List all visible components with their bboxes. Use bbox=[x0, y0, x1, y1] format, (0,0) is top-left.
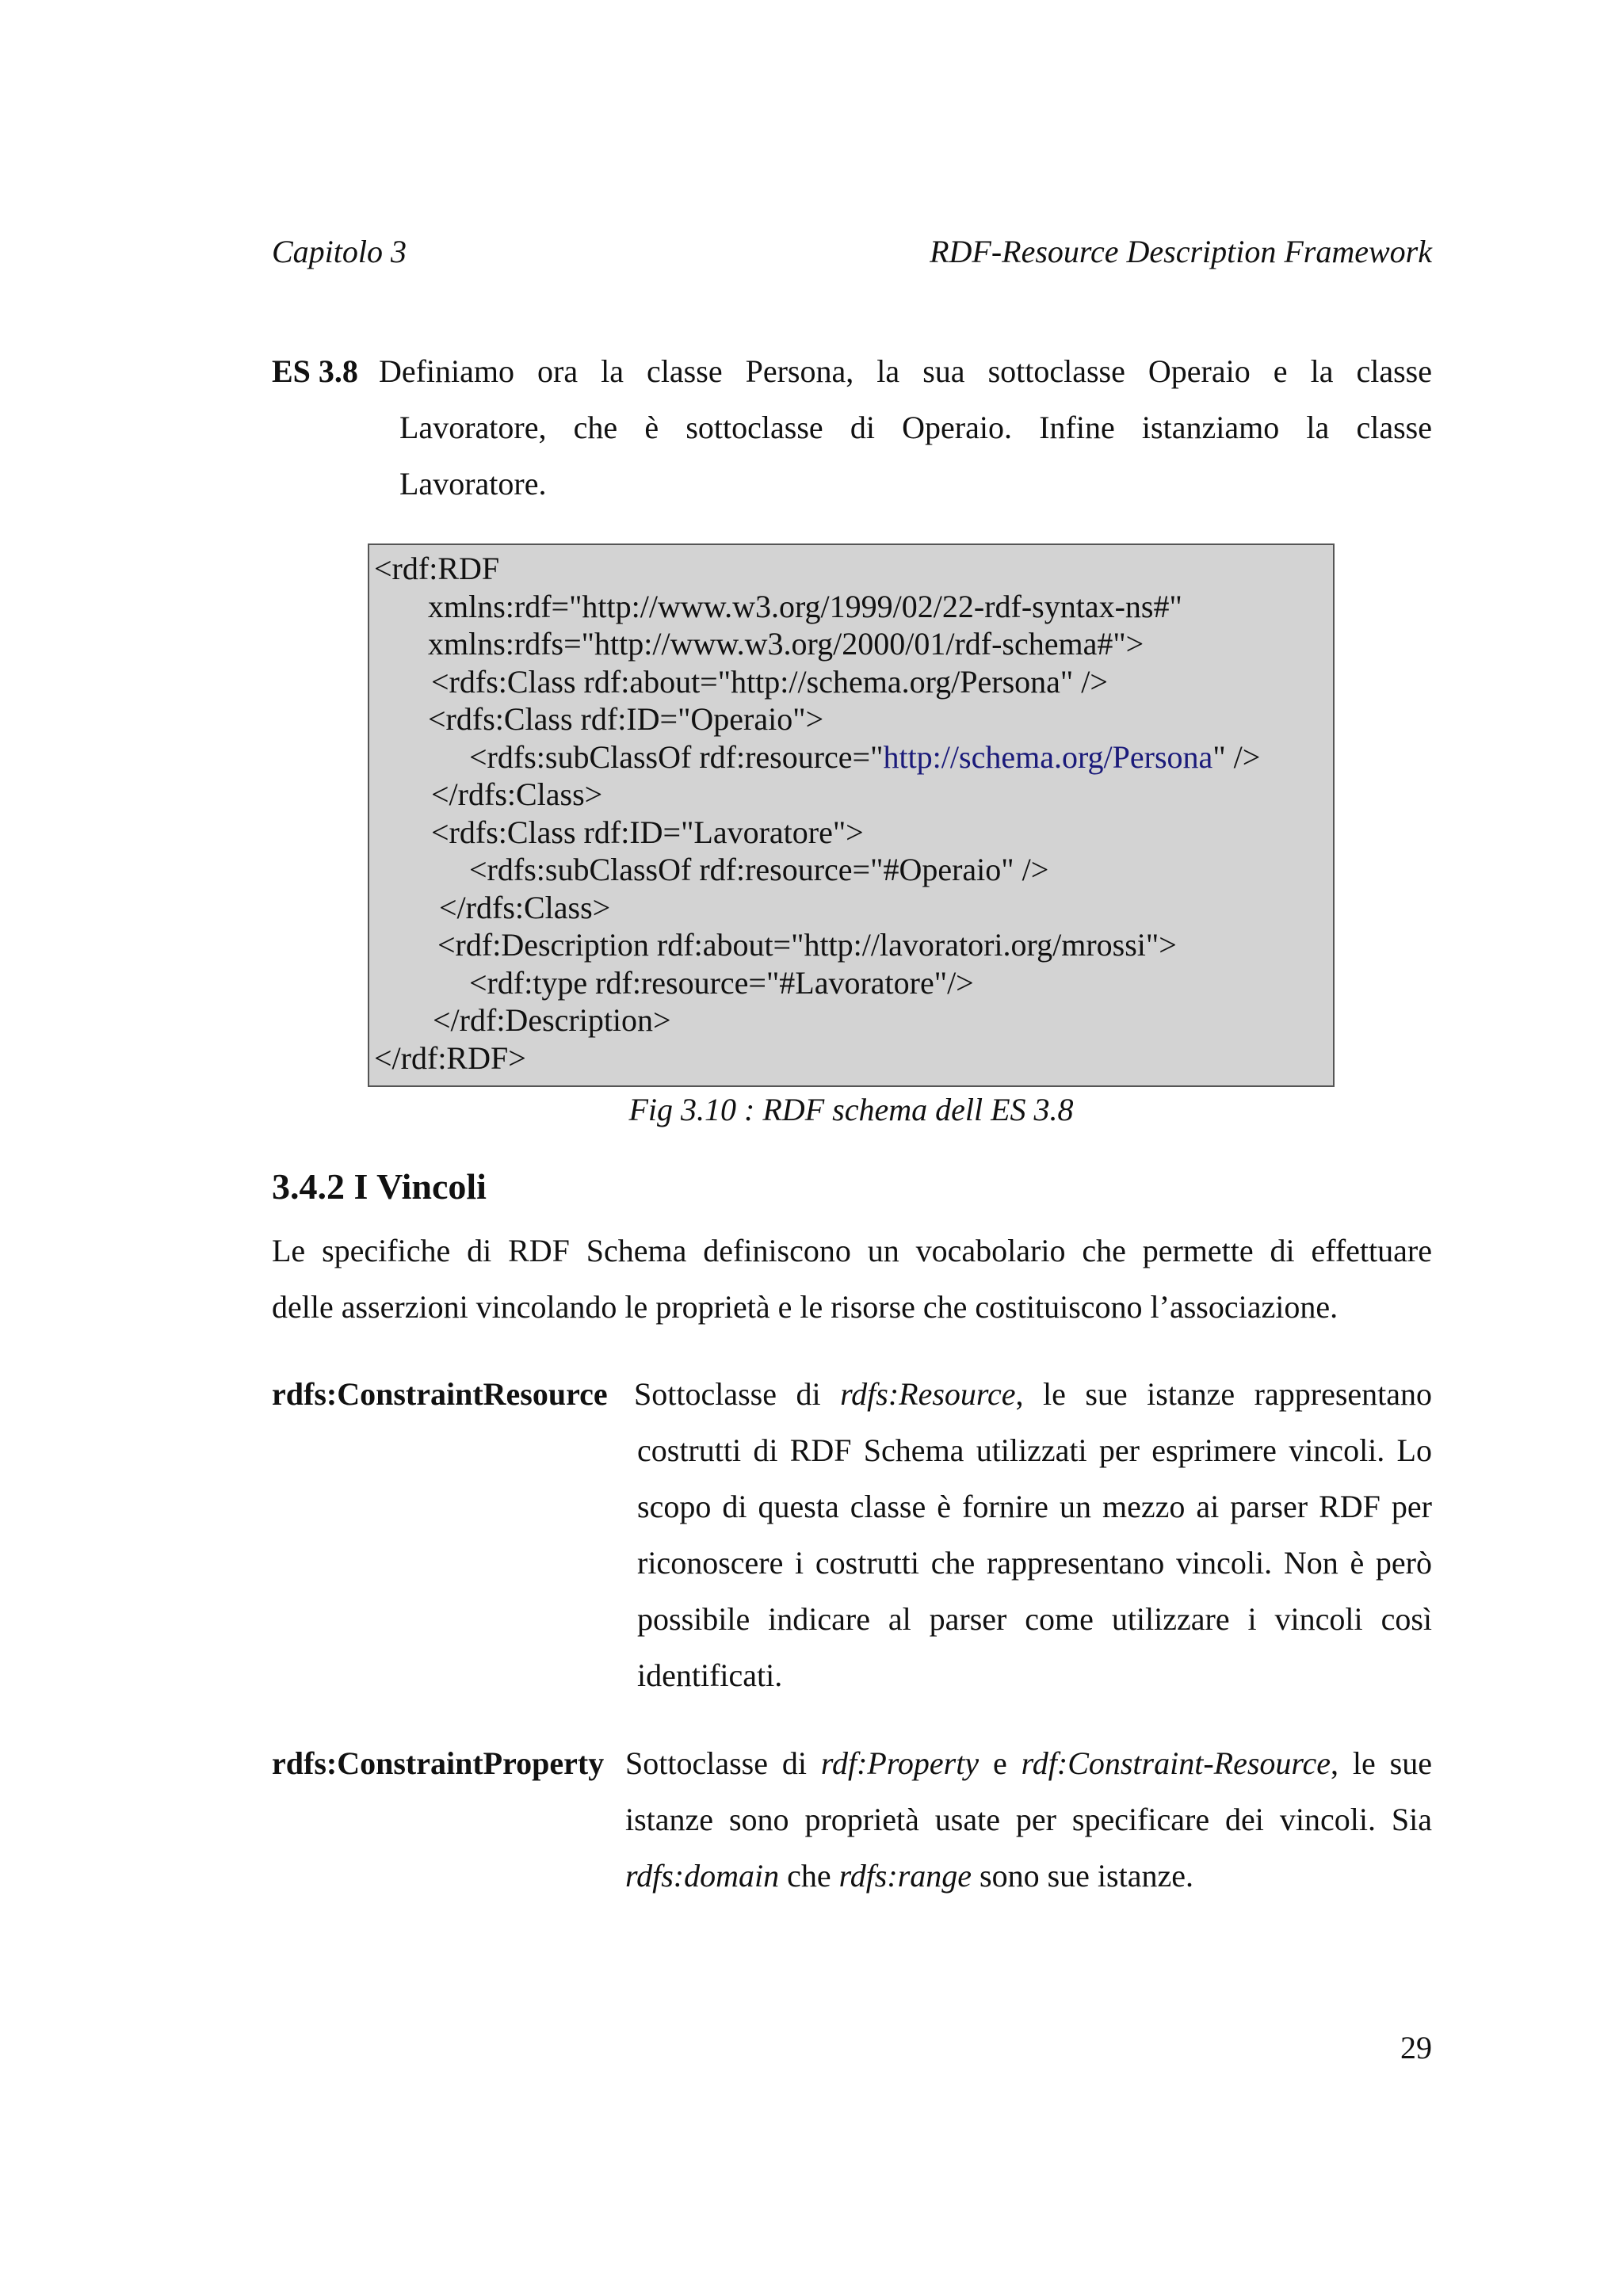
code-line: <rdfs:Class rdf:ID="Lavoratore"> bbox=[431, 814, 864, 850]
definition-body bbox=[634, 1366, 1433, 1703]
paragraph-line: Le specifiche di RDF Schema definiscono un vocabolario che permette di effettuare bbox=[272, 1233, 1432, 1268]
example-text-line: Lavoratore, che è sottoclasse di Operaio. Infine istanziamo la classe bbox=[399, 410, 1432, 445]
definition-line: possibile indicare al parser come utilizzare i vincoli così bbox=[637, 1601, 1432, 1637]
section-heading: 3.4.2 I Vincoli bbox=[272, 1166, 487, 1207]
definition-term: rdfs:ConstraintResource bbox=[272, 1376, 608, 1412]
definition-fragment: Sottoclasse di bbox=[634, 1376, 841, 1412]
definition-line: costrutti di RDF Schema utilizzati per esprimere vincoli. Lo bbox=[637, 1432, 1432, 1468]
example-label: ES 3.8 bbox=[272, 353, 358, 389]
definition-fragment: sono sue istanze. bbox=[972, 1858, 1193, 1894]
definition-term-ref: rdfs:Resource bbox=[840, 1376, 1016, 1412]
code-line: </rdf:Description> bbox=[433, 1002, 671, 1038]
definition-term-ref: rdf:Constraint-Resource bbox=[1021, 1745, 1331, 1781]
definition-line bbox=[625, 1735, 1432, 1791]
page-number: 29 bbox=[1400, 2030, 1432, 2065]
code-link[interactable]: http://schema.org/Persona bbox=[883, 738, 1213, 775]
code-line: <rdfs:Class rdf:about="http://schema.org/Persona" /> bbox=[431, 663, 1108, 700]
code-line: xmlns:rdf="http://www.w3.org/1999/02/22-rdf-syntax-ns#" bbox=[428, 588, 1182, 624]
definition-fragment: , le sue istanze rappresentano bbox=[1015, 1376, 1433, 1412]
code-fragment: " /> bbox=[1212, 738, 1261, 775]
definition-fragment: che bbox=[779, 1858, 839, 1894]
definition-fragment: e bbox=[979, 1745, 1022, 1781]
running-header-chapter: Capitolo 3 bbox=[272, 234, 407, 269]
paragraph-line: delle asserzioni vincolando le proprietà e le risorse che costituiscono l’associazione. bbox=[272, 1289, 1338, 1325]
definition-fragment: , le sue bbox=[1331, 1745, 1432, 1781]
code-listing bbox=[368, 543, 1335, 1087]
definition-line: riconoscere i costrutti che rappresentano vincoli. Non è però bbox=[637, 1545, 1432, 1581]
code-line: xmlns:rdfs="http://www.w3.org/2000/01/rdf-schema#"> bbox=[428, 626, 1144, 662]
definition-line: identificati. bbox=[637, 1657, 783, 1693]
example-text-line: Lavoratore. bbox=[399, 466, 547, 502]
example-text-line: Definiamo ora la classe Persona, la sua sottoclasse Operaio e la classe bbox=[378, 353, 1432, 389]
code-line: </rdfs:Class> bbox=[439, 889, 611, 925]
definition-term: rdfs:ConstraintProperty bbox=[272, 1745, 605, 1781]
definition-fragment: Sottoclasse di bbox=[625, 1745, 821, 1781]
definition-line: scopo di questa classe è fornire un mezzo ai parser RDF per bbox=[637, 1489, 1432, 1524]
code-line: </rdfs:Class> bbox=[431, 776, 603, 812]
figure-caption: Fig 3.10 : RDF schema dell ES 3.8 bbox=[628, 1092, 1074, 1127]
definition-term-ref: rdf:Property bbox=[820, 1745, 980, 1781]
running-header-title: RDF-Resource Description Framework bbox=[930, 234, 1432, 269]
code-line: <rdf:Description rdf:about="http://lavoratori.org/mrossi"> bbox=[437, 927, 1177, 963]
code-line: <rdfs:Class rdf:ID="Operaio"> bbox=[428, 701, 824, 737]
definition-body bbox=[625, 1735, 1432, 1904]
code-fragment: <rdfs:subClassOf rdf:resource=" bbox=[469, 738, 884, 775]
definition-term-ref: rdfs:domain bbox=[625, 1858, 780, 1894]
definition-line bbox=[634, 1366, 1432, 1422]
code-line: <rdf:RDF bbox=[374, 551, 500, 586]
code-line: </rdf:RDF> bbox=[374, 1039, 526, 1076]
intro-paragraph bbox=[272, 1222, 1432, 1335]
code-line: <rdfs:subClassOf rdf:resource="#Operaio" /> bbox=[469, 852, 1049, 887]
code-line-subclass bbox=[469, 738, 1260, 776]
code-line: <rdf:type rdf:resource="#Lavoratore"/> bbox=[469, 964, 974, 1001]
example-first-line bbox=[272, 343, 1432, 399]
definition-line bbox=[625, 1848, 1193, 1904]
definition-line: istanze sono proprietà usate per specificare dei vincoli. Sia bbox=[625, 1802, 1432, 1837]
definition-term-ref: rdfs:range bbox=[838, 1858, 972, 1894]
example-block bbox=[272, 343, 1432, 512]
